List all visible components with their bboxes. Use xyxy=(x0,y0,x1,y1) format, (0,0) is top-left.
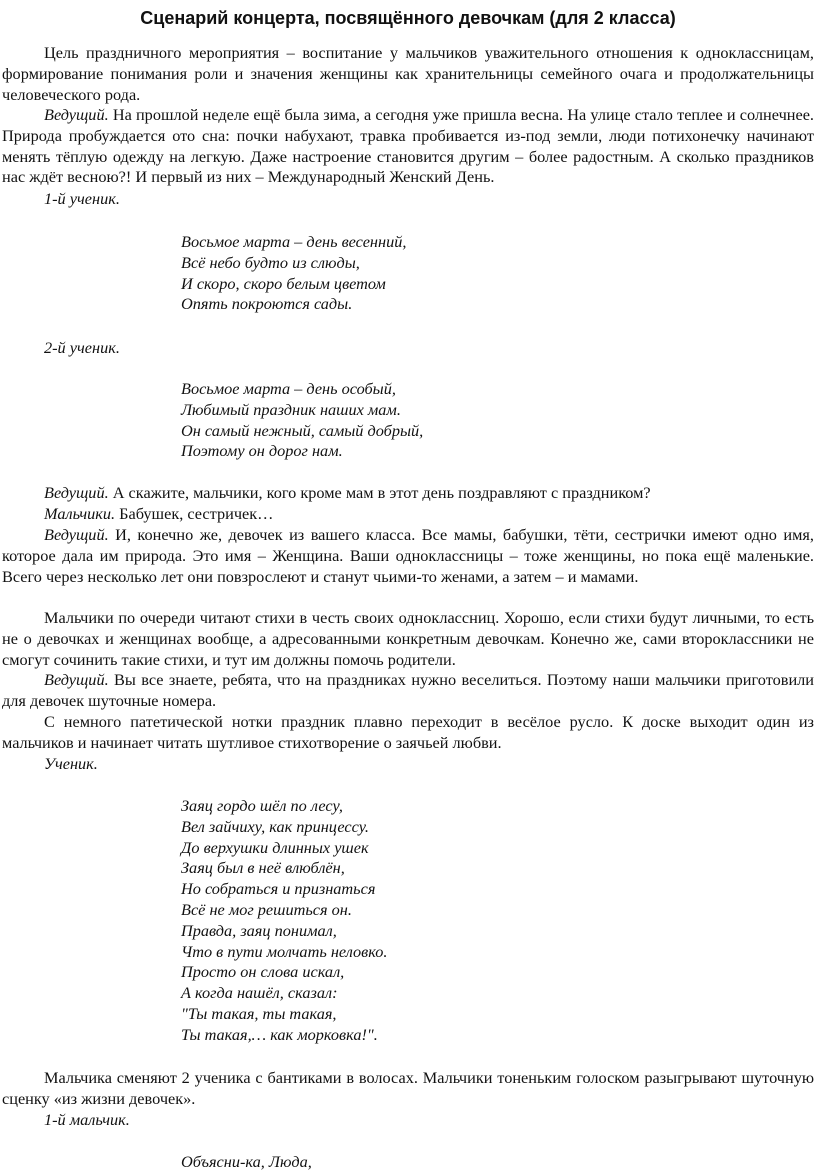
speaker-role: Ведущий. xyxy=(44,105,109,124)
poem-line: "Ты такая, ты такая, xyxy=(181,1003,337,1023)
poem-line: Восьмое марта – день весенний, xyxy=(181,232,407,251)
poem-line: Любимый праздник наших мам. xyxy=(181,399,401,419)
poem-line: Заяц был в неё влюблён, xyxy=(181,858,345,878)
poem-line: До верхушки длинных ушек xyxy=(181,837,369,857)
boys-paragraph xyxy=(2,504,814,525)
host-paragraph-2 xyxy=(2,483,814,504)
poem-line: Он самый нежный, самый добрый, xyxy=(181,420,424,440)
poem-line: Но собраться и признаться xyxy=(181,879,376,899)
poem-line: Объясни-ка, Люда, xyxy=(181,1152,312,1171)
document-title: Сценарий концерта, посвящённого девочкам (для 2 класса) xyxy=(140,8,676,28)
speaker-label-4: 1-й мальчик. xyxy=(44,1110,130,1129)
paragraph-text: Бабушек, сестричек… xyxy=(115,504,274,523)
speaker-label-2: 2-й ученик. xyxy=(44,338,120,357)
poem-line: А когда нашёл, сказал: xyxy=(181,983,338,1003)
narration-paragraph-3: Мальчика сменяют 2 ученика с бантиками в волосах. Мальчики тоненьким голоском разыгрывают шуточную сценку «из жизни девочек». xyxy=(2,1068,814,1108)
poem-line: Просто он слова искал, xyxy=(181,962,345,982)
speaker-label-1: 1-й ученик. xyxy=(44,189,120,208)
poem-line: Всё небо будто из слюды, xyxy=(181,252,360,272)
poem-line: Правда, заяц понимал, xyxy=(181,920,337,940)
poem-line: Что в пути молчать неловко. xyxy=(181,941,388,961)
poem-line: Вел зайчиху, как принцессу. xyxy=(181,816,369,836)
paragraph-text: А скажите, мальчики, кого кроме мам в этот день поздравляют с праздником? xyxy=(108,483,651,502)
intro-paragraph: Цель праздничного мероприятия – воспитание у мальчиков уважительного отношения к одноклассницам, формирование понимания роли и значения женщины как хранительницы семейного очага и продолжательницы человеческого рода. xyxy=(2,43,814,104)
speaker-role: Ведущий. xyxy=(44,670,109,689)
speaker-role: Ведущий. xyxy=(44,483,109,502)
narration-paragraph-1: Мальчики по очереди читают стихи в честь своих одноклассниц. Хорошо, если стихи будут личными, то есть не о девочках и женщинах вообще, а адресованными конкретным девочкам. Конечно же, сами второклассники не смогут сочинить такие стихи, и тут им должны помочь родители. xyxy=(2,608,814,669)
poem-line: Поэтому он дорог нам. xyxy=(181,441,343,461)
poem-line: Заяц гордо шёл по лесу, xyxy=(181,796,344,815)
poem-line: Восьмое марта – день особый, xyxy=(181,379,396,398)
speaker-role: Ведущий. xyxy=(44,525,109,544)
poem-3 xyxy=(181,796,387,1046)
host-paragraph-1 xyxy=(2,105,814,188)
speaker-label-3: Ученик. xyxy=(44,754,98,773)
poem-2 xyxy=(181,379,423,462)
poem-line: Всё не мог решиться он. xyxy=(181,899,352,919)
host-paragraph-3 xyxy=(2,525,814,587)
poem-line: Опять покроются сады. xyxy=(181,294,353,314)
narration-paragraph-2: С немного патетической нотки праздник плавно переходит в весёлое русло. К доске выходит один из мальчиков и начинает читать шутливое стихотворение о заячьей любви. xyxy=(2,712,814,752)
paragraph-text: И, конечно же, девочек из вашего класса. Все мамы, бабушки, тёти, сестрички имеют одно имя, которое дала им природа. Это имя – Женщина. Ваши одноклассницы – тоже женщины, но пока ещё маленькие. Всего через несколько лет они повзрослеют и станут чьими-то женами, а затем – и мамами. xyxy=(2,525,814,586)
poem-1 xyxy=(181,232,406,315)
paragraph-text: На прошлой неделе ещё была зима, а сегодня уже пришла весна. На улице стало теплее и солнечнее. Природа пробуждается ото сна: почки набухают, травка пробивается из-под земли, люди потихонечку начинают менять тёплую одежду на легкую. Даже настроение становится другим – более радостным. А сколько праздников нас ждёт весною?! И первый из них – Международный Женский День. xyxy=(2,105,814,187)
paragraph-text: Вы все знаете, ребята, что на праздниках нужно веселиться. Поэтому наши мальчики приготовили для девочек шуточные номера. xyxy=(2,670,814,710)
host-paragraph-4 xyxy=(2,670,814,712)
poem-4 xyxy=(181,1152,312,1173)
poem-line: Ты такая,… как морковка!". xyxy=(181,1024,378,1044)
speaker-role: Мальчики. xyxy=(44,504,116,523)
poem-line: И скоро, скоро белым цветом xyxy=(181,273,386,293)
